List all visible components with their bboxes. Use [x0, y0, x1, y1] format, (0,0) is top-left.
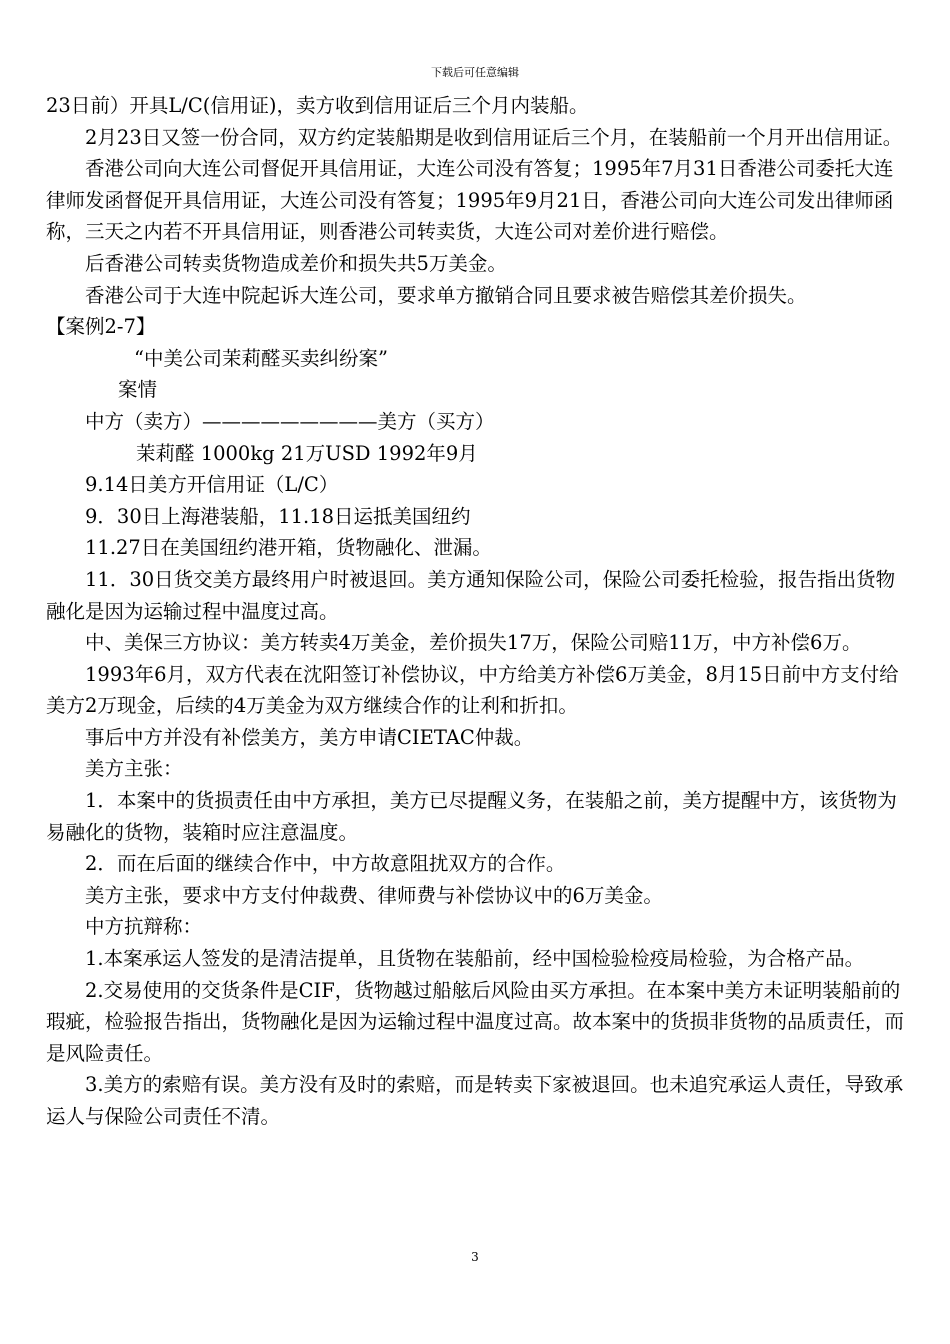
section-label: 案情: [118, 378, 158, 402]
paragraph: 香港公司向大连公司督促开具信用证，大连公司没有答复；1995年7月31日香港公司委托大连律师发函督促开具信用证，大连公司没有答复；1995年9月21日，香港公司向大连公司发出律师函称，三天之内若不开具信用证，则香港公司转卖货，大连公司对差价进行赔偿。: [46, 157, 894, 244]
paragraph: 香港公司于大连中院起诉大连公司，要求单方撤销合同且要求被告赔偿其差价损失。: [85, 283, 807, 307]
paragraph: 后香港公司转卖货物造成差价和损失共5万美金。: [85, 251, 507, 275]
page-header: 下载后可任意编辑: [431, 66, 519, 79]
paragraph: 2.交易使用的交货条件是CIF，货物越过船舷后风险由买方承担。在本案中美方未证明装船前的瑕疵，检验报告指出，货物融化是因为运输过程中温度过高。故本案中的货损非货物的品质责任，而是风险责任。: [46, 978, 905, 1065]
paragraph: 美方主张：: [85, 757, 183, 781]
case-title: “中美公司茉莉醛买卖纠纷案”: [134, 346, 388, 370]
paragraph: 中、美保三方协议：美方转卖4万美金，差价损失17万，保险公司赔11万，中方补偿6万。: [85, 631, 862, 655]
document-body: [46, 90, 906, 1133]
paragraph: 中方抗辩称：: [85, 915, 203, 939]
paragraph: 23日前）开具L/C(信用证)，卖方收到信用证后三个月内装船。: [46, 94, 589, 117]
paragraph: 茉莉醛 1000kg 21万USD 1992年9月: [136, 441, 478, 465]
paragraph: 1.本案承运人签发的是清洁提单，且货物在装船前，经中国检验检疫局检验，为合格产品。: [85, 947, 865, 971]
paragraph: 1．本案中的货损责任由中方承担，美方已尽提醒义务，在装船之前，美方提醒中方，该货物为易融化的货物，装箱时应注意温度。: [46, 789, 897, 844]
paragraph: 11.27日在美国纽约港开箱，货物融化、泄漏。: [85, 536, 492, 560]
paragraph: 1993年6月，双方代表在沈阳签订补偿协议，中方给美方补偿6万美金，8月15日前中方支付给美方2万现金，后续的4万美金为双方继续合作的让利和折扣。: [46, 662, 899, 718]
case-heading: 【案例2-7】: [46, 315, 156, 339]
paragraph: 9.14日美方开信用证（L/C）: [85, 473, 339, 497]
paragraph: 2．而在后面的继续合作中，中方故意阻扰双方的合作。: [85, 852, 566, 876]
paragraph: 中方（卖方）—————————美方（买方）: [85, 409, 495, 433]
page-number: 3: [471, 1250, 479, 1264]
paragraph: 9．30日上海港装船，11.18日运抵美国纽约: [85, 504, 471, 528]
paragraph: 事后中方并没有补偿美方，美方申请CIETAC仲裁。: [85, 725, 534, 749]
paragraph: 3.美方的索赔有误。美方没有及时的索赔，而是转卖下家被退回。也未追究承运人责任，导致承运人与保险公司责任不清。: [46, 1073, 904, 1128]
paragraph: 11．30日货交美方最终用户时被退回。美方通知保险公司，保险公司委托检验，报告指出货物融化是因为运输过程中温度过高。: [46, 567, 896, 623]
paragraph: 2月23日又签一份合同，双方约定装船期是收到信用证后三个月，在装船前一个月开出信用证。: [85, 125, 903, 149]
paragraph: 美方主张，要求中方支付仲裁费、律师费与补偿协议中的6万美金。: [85, 883, 663, 907]
